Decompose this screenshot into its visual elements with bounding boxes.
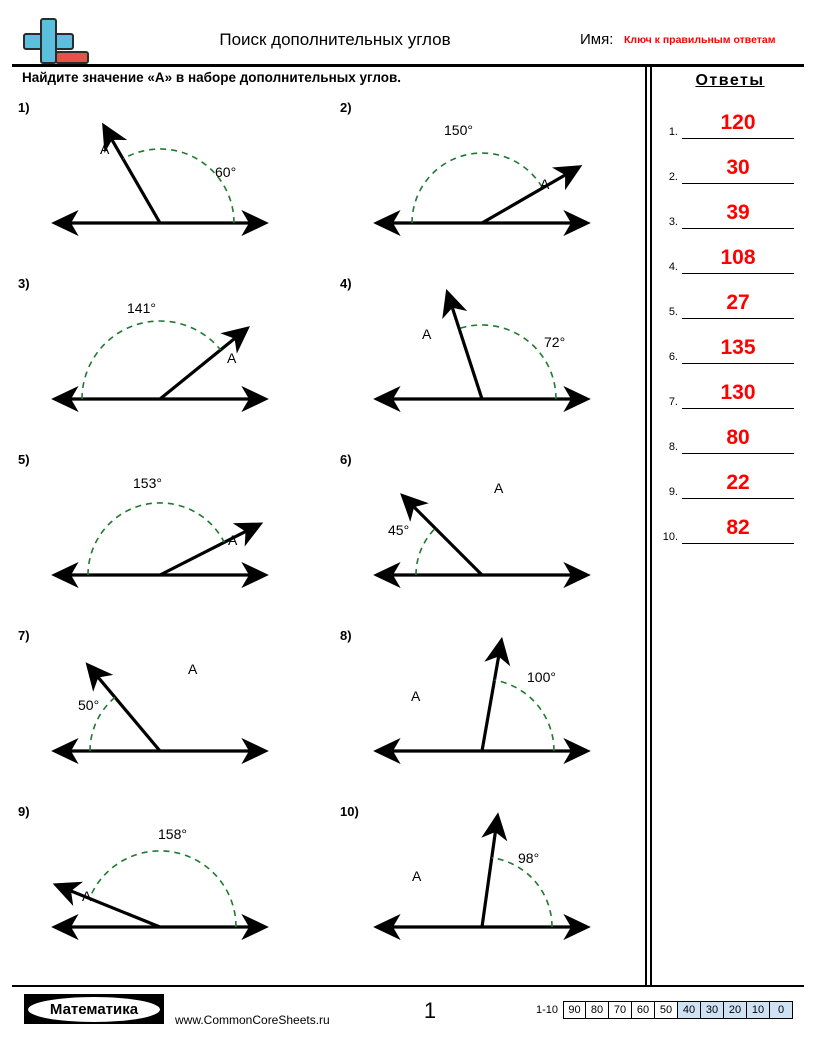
answer-row [656, 499, 804, 544]
angle-arc [495, 680, 555, 751]
problem-item [0, 800, 322, 976]
answer-number: 7. [668, 396, 678, 408]
problem-item [322, 448, 644, 624]
answer-row [656, 319, 804, 364]
unknown-angle-label: A [228, 532, 238, 548]
angled-ray [104, 126, 160, 223]
logo-minus-bar [55, 51, 89, 64]
given-angle-label: 141° [127, 300, 156, 316]
scale-cell: 40 [678, 1001, 701, 1019]
angle-diagram [0, 96, 322, 272]
answer-number: 6. [668, 351, 678, 363]
answers-panel [656, 66, 804, 544]
answer-value: 120 [720, 111, 756, 134]
unknown-angle-label: A [494, 480, 504, 496]
site-url: www.CommonCoreSheets.ru [175, 1013, 330, 1027]
unknown-angle-label: A [540, 176, 550, 192]
page-number: 1 [423, 998, 437, 1023]
instructions-text: Найдите значение «А» в наборе дополнительных углов. [22, 70, 402, 85]
problem-item [322, 272, 644, 448]
angled-ray [403, 496, 482, 575]
answer-number: 4. [668, 261, 678, 273]
angle-diagram [322, 448, 644, 624]
plus-minus-logo-icon [18, 18, 90, 64]
unknown-angle-label: A [422, 326, 432, 342]
given-angle-label: 72° [544, 334, 566, 350]
angled-ray [482, 816, 498, 927]
angled-ray [160, 524, 260, 575]
answer-value: 39 [726, 201, 750, 224]
given-angle-label: 100° [527, 669, 556, 685]
answer-row [656, 364, 804, 409]
answer-row [656, 184, 804, 229]
angle-diagram [322, 800, 644, 976]
brand-name: Математика [28, 997, 160, 1022]
problem-item [322, 800, 644, 976]
answer-key-badge: Ключ к правильным ответам [624, 34, 776, 46]
given-angle-label: 60° [215, 164, 237, 180]
given-angle-label: 158° [158, 826, 187, 842]
answer-number: 1. [668, 126, 678, 138]
scale-cell: 0 [770, 1001, 793, 1019]
answer-row [656, 94, 804, 139]
problem-number: 6) [340, 452, 352, 467]
answer-value: 82 [726, 516, 750, 539]
answer-value: 108 [720, 246, 756, 269]
score-scale [536, 1001, 793, 1019]
given-angle-label: 45° [388, 522, 410, 538]
angle-arc [82, 321, 221, 399]
answer-number: 3. [668, 216, 678, 228]
answer-rows-container [656, 94, 804, 544]
unknown-angle-label: A [227, 350, 237, 366]
angle-diagram [322, 272, 644, 448]
scale-cell: 10 [747, 1001, 770, 1019]
angle-arc [459, 325, 556, 399]
answer-number: 2. [668, 171, 678, 183]
problem-item [0, 96, 322, 272]
answer-row [656, 274, 804, 319]
scale-range-label: 1-10 [536, 1004, 559, 1016]
answer-number: 10. [662, 531, 678, 543]
angle-diagram [0, 624, 322, 800]
answer-row [656, 454, 804, 499]
page-title: Поиск дополнительных углов [219, 30, 451, 49]
angle-arc [88, 503, 224, 575]
scale-cell: 60 [632, 1001, 655, 1019]
scale-cell: 70 [609, 1001, 632, 1019]
scale-cell: 30 [701, 1001, 724, 1019]
problem-number: 3) [18, 276, 30, 291]
problem-item [322, 96, 644, 272]
answer-value: 80 [726, 426, 750, 449]
given-angle-label: 50° [78, 697, 100, 713]
footer-divider-rule [12, 985, 804, 987]
scale-cell: 90 [563, 1001, 586, 1019]
unknown-angle-label: A [412, 868, 422, 884]
angle-arc [90, 851, 237, 927]
angled-ray [482, 641, 501, 751]
unknown-angle-label: A [100, 141, 110, 157]
given-angle-label: 153° [133, 475, 162, 491]
answer-row [656, 409, 804, 454]
problem-item [0, 624, 322, 800]
given-angle-label: 98° [518, 850, 540, 866]
angle-arc [492, 858, 552, 927]
angle-diagram [322, 624, 644, 800]
answer-value: 135 [720, 336, 756, 359]
scale-cells-container [563, 1001, 793, 1019]
unknown-angle-label: A [188, 661, 198, 677]
problem-number: 8) [340, 628, 352, 643]
answer-value: 30 [726, 156, 750, 179]
angled-ray [447, 293, 482, 400]
given-angle-label: 150° [444, 122, 473, 138]
angle-diagram [0, 272, 322, 448]
answer-row [656, 139, 804, 184]
vertical-divider [645, 66, 652, 987]
page-footer [0, 980, 816, 1056]
problem-number: 10) [340, 804, 359, 819]
problem-number: 7) [18, 628, 30, 643]
scale-cell: 80 [586, 1001, 609, 1019]
angled-ray [56, 885, 160, 927]
problem-number: 5) [18, 452, 30, 467]
problem-item [322, 624, 644, 800]
problem-item [0, 448, 322, 624]
problem-number: 9) [18, 804, 30, 819]
angle-arc [416, 528, 435, 575]
scale-cell: 50 [655, 1001, 678, 1019]
answer-value: 27 [726, 291, 750, 314]
brand-badge [24, 994, 164, 1024]
unknown-angle-label: A [82, 888, 92, 904]
answers-heading: Ответы [695, 72, 765, 89]
unknown-angle-label: A [411, 688, 421, 704]
angle-arc [412, 153, 543, 223]
problem-number: 2) [340, 100, 352, 115]
answer-number: 9. [668, 486, 678, 498]
problem-number: 1) [18, 100, 30, 115]
answer-value: 22 [726, 471, 750, 494]
answer-row [656, 229, 804, 274]
angled-ray [482, 167, 579, 223]
scale-cell: 20 [724, 1001, 747, 1019]
problem-number: 4) [340, 276, 352, 291]
name-field-label: Имя: [580, 31, 614, 48]
problem-item [0, 272, 322, 448]
answer-number: 8. [668, 441, 678, 453]
answer-number: 5. [668, 306, 678, 318]
angle-diagram [322, 96, 644, 272]
answer-value: 130 [720, 381, 756, 404]
